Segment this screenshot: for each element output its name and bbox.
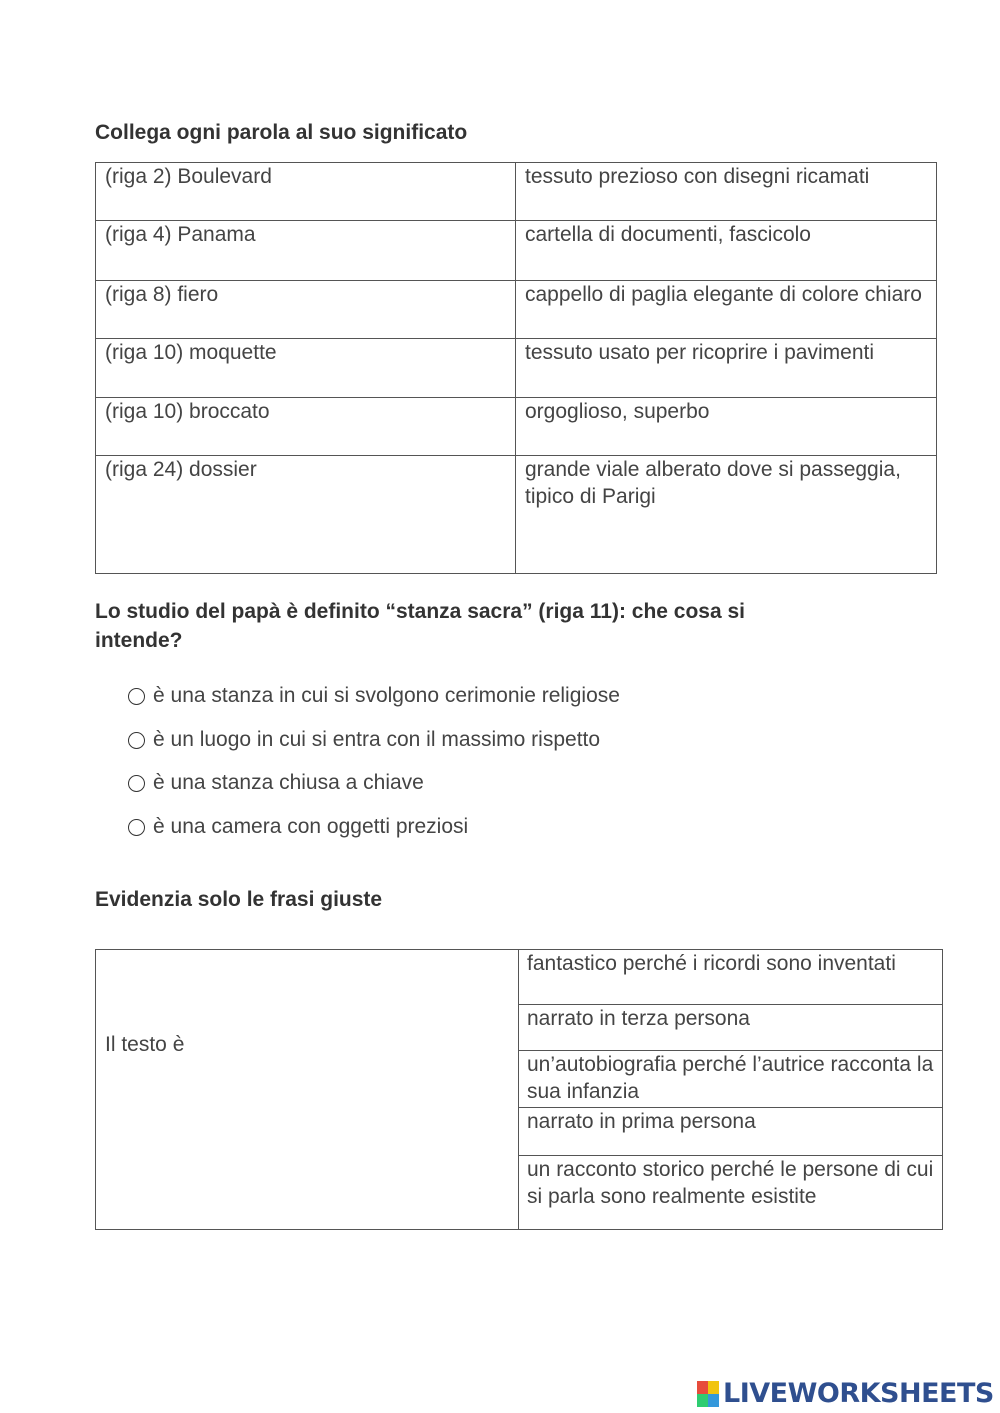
meaning-cell[interactable]: tessuto usato per ricoprire i pavimenti <box>525 341 874 364</box>
matching-table <box>95 162 937 574</box>
radio-option-label: è una stanza chiusa a chiave <box>153 771 424 794</box>
match-section-title: Collega ogni parola al suo significato <box>95 121 468 144</box>
statement-cell[interactable]: fantastico perché i ricordi sono inventati <box>519 950 942 1005</box>
statements-table <box>95 949 943 1230</box>
question-title-line1: Lo studio del papà è definito “stanza sacra” (riga 11): che cosa si <box>95 600 746 623</box>
liveworksheets-logo-icon <box>697 1381 719 1407</box>
question-title-line2: intende? <box>95 629 183 652</box>
meaning-cell[interactable]: cartella di documenti, fascicolo <box>525 223 811 246</box>
table-row <box>96 221 936 281</box>
logo-text: LIVEWORKSHEETS <box>723 1378 994 1409</box>
radio-option-label: è una camera con oggetti preziosi <box>153 815 469 838</box>
word-cell[interactable]: (riga 4) Panama <box>96 221 516 280</box>
liveworksheets-logo <box>697 1378 994 1409</box>
word-cell[interactable]: (riga 10) broccato <box>96 398 516 455</box>
radio-circle-icon[interactable] <box>128 688 145 705</box>
statement-cell[interactable]: narrato in terza persona <box>519 1005 942 1051</box>
radio-option[interactable] <box>128 771 424 795</box>
radio-option-label: è un luogo in cui si entra con il massimo rispetto <box>153 728 601 751</box>
table-row <box>96 281 936 339</box>
meaning-cell[interactable]: grande viale alberato dove si passeggia, tipico di Parigi <box>525 458 901 508</box>
highlight-section-title: Evidenzia solo le frasi giuste <box>95 888 383 911</box>
subject-cell <box>96 950 519 1229</box>
meaning-cell[interactable]: tessuto prezioso con disegni ricamati <box>525 165 870 188</box>
word-cell[interactable]: (riga 2) Boulevard <box>96 163 516 220</box>
radio-circle-icon[interactable] <box>128 819 145 836</box>
statement-cell[interactable]: un racconto storico perché le persone di cui si parla sono realmente esistite <box>527 1158 934 1208</box>
table-row <box>96 398 936 456</box>
table-row <box>96 163 936 221</box>
radio-option[interactable] <box>128 684 620 708</box>
radio-option-label: è una stanza in cui si svolgono cerimonie religiose <box>153 684 620 707</box>
word-cell[interactable]: (riga 8) fiero <box>96 281 516 338</box>
radio-circle-icon[interactable] <box>128 732 145 749</box>
radio-option[interactable] <box>128 728 600 752</box>
word-cell[interactable]: (riga 10) moquette <box>96 339 516 397</box>
subject-label: Il testo è <box>105 1033 185 1056</box>
statement-cell[interactable]: un’autobiografia perché l’autrice racconta la sua infanzia <box>519 1051 942 1108</box>
radio-circle-icon[interactable] <box>128 775 145 792</box>
table-row <box>96 456 936 573</box>
statement-cell[interactable]: narrato in prima persona <box>519 1108 942 1156</box>
radio-option[interactable] <box>128 815 468 839</box>
meaning-cell[interactable]: cappello di paglia elegante di colore chiaro <box>525 283 922 306</box>
meaning-cell[interactable]: orgoglioso, superbo <box>525 400 710 423</box>
word-cell[interactable]: (riga 24) dossier <box>96 456 516 573</box>
table-row <box>96 339 936 398</box>
